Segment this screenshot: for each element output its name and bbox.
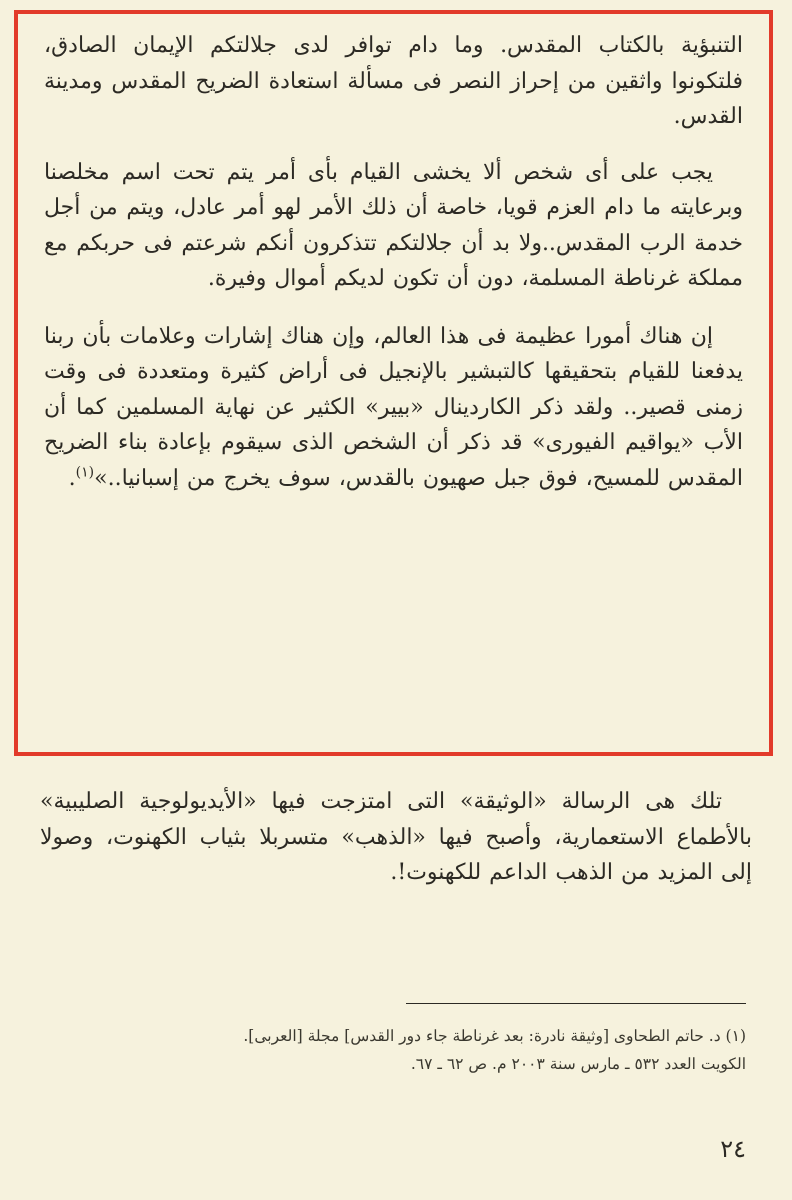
quote-paragraph-2: يجب على أى شخص ألا يخشى القيام بأى أمر يتم تحت اسم مخلصنا وبرعايته ما دام العزم قويا، خاصة أن ذلك الأمر لهو أمر عادل، ويتم من أجل خدمة الرب المقدس..ولا بد أن جلالتكم تتذكرون أنكم شرعتم فى حربكم مع مملكة غرناطة المسلمة، دون أن تكون لديكم أموال وفيرة. (44, 159, 743, 291)
quote-paragraph-3 (44, 319, 743, 497)
quote-paragraph-3-text: إن هناك أمورا عظيمة فى هذا العالم، وإن هناك إشارات وعلامات بأن ربنا يدفعنا للقيام بتحقيقها كالتبشير بالإنجيل فى أراض كثيرة ومتعددة فى وقت زمنى قصير.. ولقد ذكر الكاردينال «بيير» الكثير عن نهاية المسلمين كما أن الأب «يواقيم الفيورى» قد ذكر أن الشخص الذى سيقوم بإعادة بناء الضريح المقدس للمسيح، فوق جبل صهيون بالقدس، سوف يخرج من إسبانيا..» (44, 323, 743, 491)
closing-punctuation: . (68, 465, 76, 491)
body-paragraph: تلك هى الرسالة «الوثيقة» التى امتزجت فيها «الأيديولوجية الصليبية» بالأطماع الاستعمارية، وأصبح فيها «الذهب» متسربلا بثياب الكهنوت، وصولا إلى المزيد من الذهب الداعم للكهنوت!. (40, 789, 752, 885)
highlighted-quote-box (14, 10, 773, 756)
footnote-line-2: الكويت العدد ٥٣٢ ـ مارس سنة ٢٠٠٣ م. ص ٦٢ ـ ٦٧. (410, 1055, 746, 1073)
footnote-divider (406, 1003, 746, 1004)
footnote-line-1: (١) د. حاتم الطحاوى [وثيقة نادرة: بعد غرناطة جاء دور القدس] مجلة [العربى]. (243, 1027, 746, 1045)
footnote-marker: (١) (75, 464, 95, 481)
page-number: ٢٤ (720, 1135, 746, 1163)
footnote (34, 1022, 746, 1078)
quote-paragraph-1: التنبؤية بالكتاب المقدس. وما دام توافر لدى جلالتكم الإيمان الصادق، فلتكونوا واثقين من إحراز النصر فى مسألة استعادة الضريح المقدس ومدينة القدس. (44, 33, 743, 129)
